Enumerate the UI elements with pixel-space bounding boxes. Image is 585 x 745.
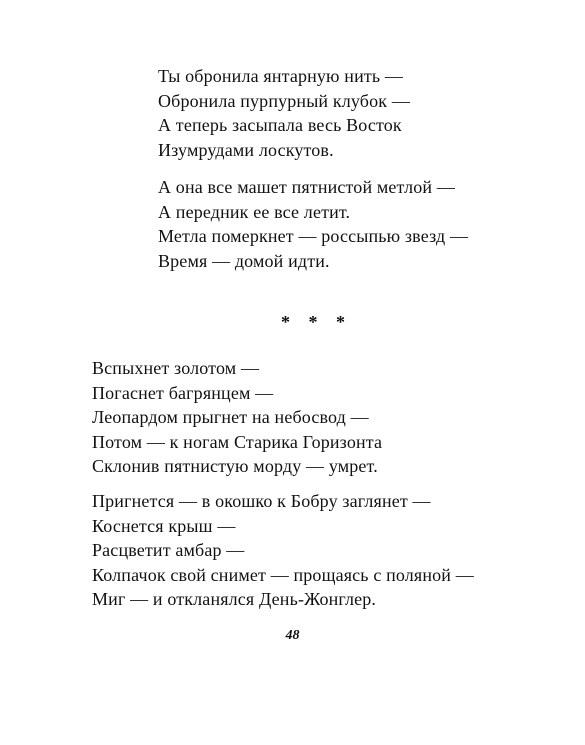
- poem-one-stanza-two: [158, 175, 468, 273]
- verse-line: Миг — и откланялся День-Жонглер.: [92, 589, 377, 609]
- verse-line: Вспыхнет золотом —: [92, 358, 260, 378]
- verse-line: Потом — к ногам Старика Горизонта: [92, 431, 383, 452]
- poem-two-stanza-one: [92, 356, 382, 479]
- verse-line: Изумрудами лоскутов.: [158, 139, 334, 160]
- verse-line: Время — домой идти.: [158, 250, 330, 271]
- verse-line: Колпачок свой снимет — прощаясь с поляной —: [92, 564, 474, 585]
- verse-line: А теперь засыпала весь Восток: [158, 115, 402, 135]
- verse-line: Коснется крыш —: [92, 515, 236, 536]
- poem-two-stanza-two: [92, 489, 474, 612]
- verse-line: Обронила пурпурный клубок —: [158, 90, 410, 111]
- verse-line: Ты обронила янтарную нить —: [158, 66, 404, 86]
- page-number: 48: [285, 628, 300, 643]
- poem-one-stanza-one: [158, 64, 410, 162]
- verse-line: А она все машет пятнистой метлой —: [158, 177, 455, 197]
- verse-line: А передник ее все летит.: [158, 201, 351, 222]
- verse-line: Леопардом прыгнет на небосвод —: [92, 407, 369, 427]
- verse-line: Пригнется — в окошко к Бобру заглянет —: [92, 491, 431, 511]
- section-separator: * * *: [281, 312, 352, 332]
- verse-line: Расцветит амбар —: [92, 540, 245, 560]
- verse-line: Метла померкнет — россыпью звезд —: [158, 226, 469, 246]
- verse-line: Склонив пятнистую морду — умрет.: [92, 456, 378, 476]
- verse-line: Погаснет багрянцем —: [92, 382, 274, 403]
